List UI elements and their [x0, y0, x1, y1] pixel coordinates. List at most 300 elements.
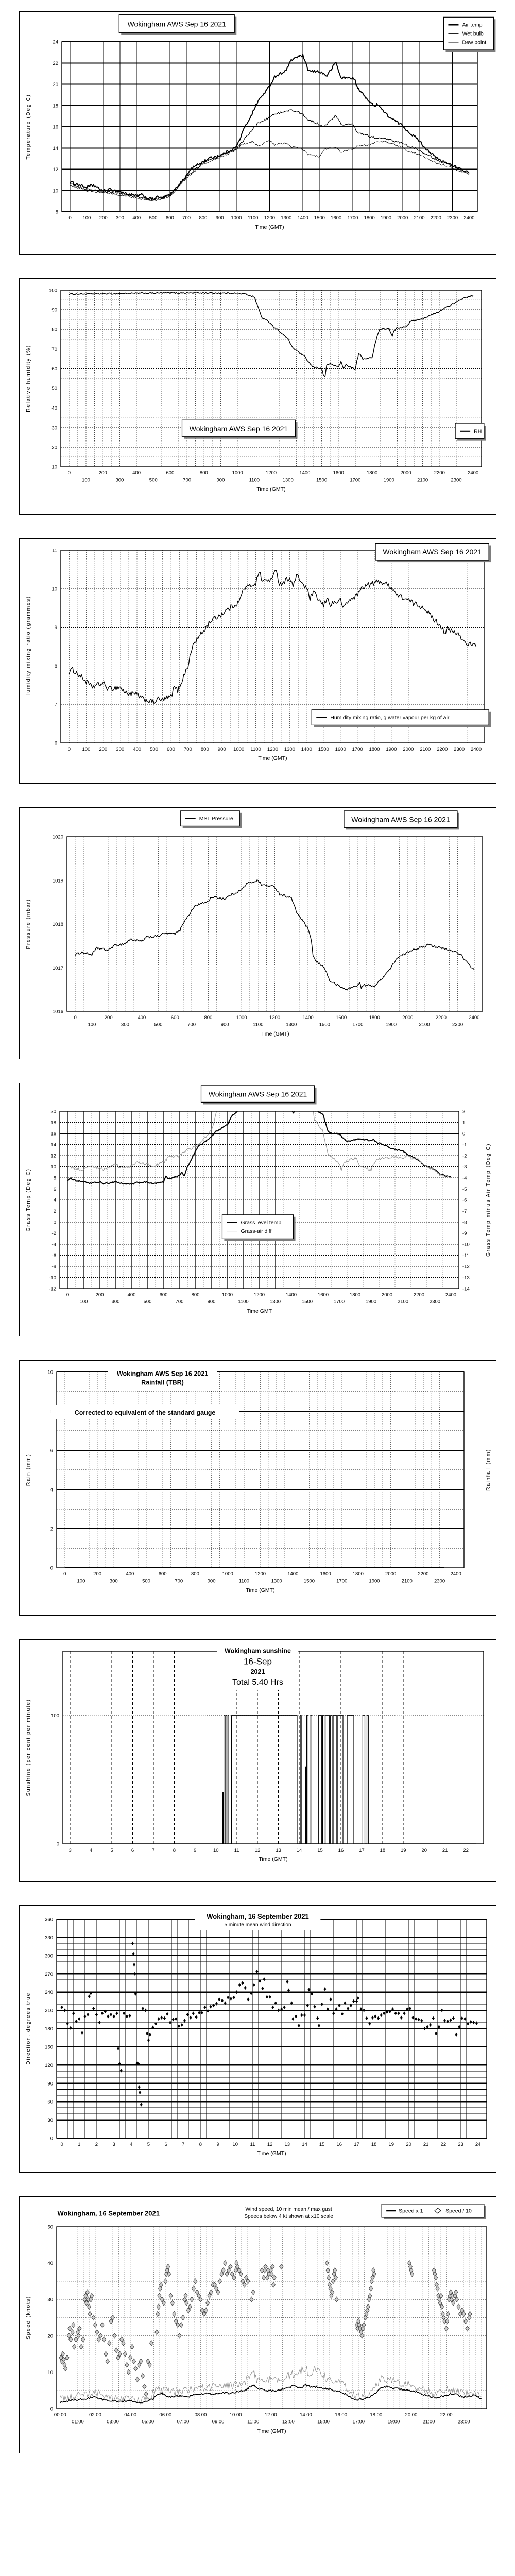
svg-text:3: 3: [68, 1848, 72, 1853]
svg-text:600: 600: [167, 747, 175, 752]
svg-text:1900: 1900: [383, 477, 394, 483]
svg-text:7: 7: [54, 702, 57, 708]
svg-text:5 minute mean wind direction: 5 minute mean wind direction: [224, 1922, 291, 1928]
svg-text:900: 900: [207, 1299, 216, 1305]
svg-text:1400: 1400: [301, 747, 312, 752]
svg-text:0: 0: [53, 1219, 56, 1226]
svg-text:1400: 1400: [285, 1292, 297, 1298]
svg-text:1200: 1200: [254, 1571, 266, 1577]
svg-text:1300: 1300: [286, 1022, 297, 1028]
svg-text:Speed / 10: Speed / 10: [445, 2208, 472, 2214]
svg-text:600: 600: [165, 215, 174, 221]
svg-text:9: 9: [194, 1848, 197, 1853]
svg-text:Wokingham AWS Sep 16 2021: Wokingham AWS Sep 16 2021: [208, 1090, 307, 1098]
svg-text:2300: 2300: [447, 215, 458, 221]
svg-text:700: 700: [187, 1022, 196, 1028]
svg-text:9: 9: [216, 2142, 219, 2147]
svg-text:1800: 1800: [369, 1015, 380, 1021]
svg-text:-10: -10: [462, 1242, 470, 1248]
svg-text:0: 0: [74, 1015, 77, 1021]
svg-text:300: 300: [45, 1953, 53, 1959]
svg-text:2100: 2100: [397, 1299, 409, 1305]
svg-text:1600: 1600: [317, 1292, 329, 1298]
svg-text:900: 900: [207, 1578, 216, 1584]
svg-text:MSL Pressure: MSL Pressure: [199, 816, 233, 822]
svg-text:1300: 1300: [269, 1299, 281, 1305]
svg-text:0: 0: [67, 470, 71, 476]
svg-text:2: 2: [53, 1209, 56, 1214]
svg-text:2300: 2300: [451, 477, 462, 483]
svg-text:9: 9: [54, 625, 57, 631]
svg-text:Time (GMT): Time (GMT): [246, 1587, 275, 1594]
svg-text:300: 300: [121, 1022, 129, 1028]
svg-text:1800: 1800: [349, 1292, 361, 1298]
svg-text:21:00: 21:00: [422, 2419, 435, 2425]
svg-text:600: 600: [158, 1571, 167, 1577]
svg-text:6: 6: [50, 1448, 53, 1454]
svg-text:19:00: 19:00: [387, 2419, 400, 2425]
svg-text:1020: 1020: [52, 834, 63, 840]
svg-text:1: 1: [78, 2142, 81, 2147]
svg-text:1100: 1100: [238, 1578, 250, 1584]
svg-text:600: 600: [159, 1292, 168, 1298]
svg-text:1100: 1100: [250, 747, 261, 752]
svg-text:2400: 2400: [445, 1292, 457, 1298]
svg-text:14: 14: [50, 1142, 56, 1148]
svg-text:500: 500: [149, 477, 158, 483]
svg-text:1018: 1018: [52, 922, 63, 927]
svg-text:1600: 1600: [335, 747, 346, 752]
svg-text:-1: -1: [462, 1142, 467, 1148]
svg-text:11: 11: [52, 548, 57, 554]
svg-text:-6: -6: [52, 1253, 56, 1259]
svg-text:2200: 2200: [430, 215, 441, 221]
svg-text:700: 700: [175, 1578, 183, 1584]
svg-text:1900: 1900: [385, 1022, 397, 1028]
svg-text:1000: 1000: [231, 215, 242, 221]
svg-text:50: 50: [52, 386, 57, 392]
svg-text:800: 800: [191, 1292, 200, 1298]
wind-speed-svg: [20, 2197, 496, 2453]
svg-text:20: 20: [47, 2333, 53, 2340]
svg-text:800: 800: [191, 1571, 199, 1577]
svg-text:2000: 2000: [402, 1015, 414, 1021]
svg-text:Temperature (Deg C): Temperature (Deg C): [25, 94, 31, 160]
svg-text:00:00: 00:00: [54, 2412, 66, 2418]
relative-humidity-svg: [20, 279, 496, 514]
svg-text:2000: 2000: [403, 747, 414, 752]
svg-text:19: 19: [388, 2142, 394, 2147]
svg-text:23:00: 23:00: [457, 2419, 470, 2425]
svg-text:2100: 2100: [419, 1022, 430, 1028]
svg-text:Wokingham AWS Sep 16 2021: Wokingham AWS Sep 16 2021: [127, 20, 226, 28]
svg-text:Time (GMT): Time (GMT): [257, 2150, 286, 2157]
svg-text:6: 6: [131, 1848, 134, 1853]
svg-text:Air temp: Air temp: [462, 22, 483, 28]
svg-text:1200: 1200: [265, 470, 277, 476]
svg-text:10: 10: [53, 188, 58, 194]
svg-text:2100: 2100: [401, 1578, 413, 1584]
svg-text:0: 0: [66, 1292, 70, 1298]
svg-text:1900: 1900: [386, 747, 397, 752]
svg-text:1: 1: [462, 1120, 466, 1126]
svg-text:Time (GMT): Time (GMT): [256, 486, 286, 493]
wind-speed-chart-panel: [19, 2196, 496, 2453]
svg-text:1500: 1500: [316, 477, 328, 483]
svg-text:14: 14: [53, 145, 58, 151]
svg-text:1100: 1100: [253, 1022, 264, 1028]
svg-text:700: 700: [182, 215, 191, 221]
svg-text:18: 18: [371, 2142, 377, 2147]
svg-text:2300: 2300: [429, 1299, 441, 1305]
svg-text:17: 17: [354, 2142, 359, 2147]
svg-text:1017: 1017: [52, 965, 63, 971]
svg-text:1000: 1000: [222, 1571, 233, 1577]
svg-text:-13: -13: [462, 1275, 470, 1281]
svg-text:Direction, degrees true: Direction, degrees true: [25, 1992, 31, 2065]
svg-text:1400: 1400: [302, 1015, 314, 1021]
svg-text:400: 400: [133, 747, 142, 752]
msl-pressure-chart-panel: [19, 807, 496, 1059]
svg-text:6: 6: [54, 740, 57, 747]
svg-text:1700: 1700: [347, 215, 358, 221]
svg-text:1200: 1200: [253, 1292, 265, 1298]
svg-text:Grass-air diff: Grass-air diff: [241, 1228, 272, 1235]
svg-text:100: 100: [82, 215, 91, 221]
svg-text:15: 15: [319, 2142, 325, 2147]
svg-text:800: 800: [200, 747, 209, 752]
svg-text:14: 14: [302, 2142, 307, 2147]
svg-text:18: 18: [50, 1120, 56, 1126]
svg-text:1300: 1300: [281, 215, 292, 221]
svg-text:22: 22: [53, 60, 58, 66]
svg-text:2: 2: [462, 1109, 466, 1115]
svg-text:19: 19: [400, 1848, 406, 1853]
svg-text:Sunshine (per cent per minute): Sunshine (per cent per minute): [25, 1699, 31, 1797]
svg-text:2100: 2100: [417, 477, 428, 483]
svg-text:1019: 1019: [52, 878, 63, 884]
svg-text:1000: 1000: [221, 1292, 233, 1298]
svg-text:700: 700: [175, 1299, 184, 1305]
svg-text:800: 800: [199, 215, 208, 221]
svg-text:15:00: 15:00: [317, 2419, 330, 2425]
svg-text:10: 10: [52, 464, 57, 470]
svg-text:15: 15: [317, 1848, 323, 1853]
svg-text:1600: 1600: [331, 215, 342, 221]
svg-text:-14: -14: [462, 1286, 470, 1292]
svg-text:1800: 1800: [364, 215, 375, 221]
svg-text:2200: 2200: [434, 470, 445, 476]
svg-text:1400: 1400: [287, 1571, 299, 1577]
svg-text:10: 10: [232, 2142, 238, 2147]
svg-text:10: 10: [213, 1848, 219, 1853]
svg-text:70: 70: [52, 346, 57, 352]
svg-text:16:00: 16:00: [335, 2412, 348, 2418]
svg-text:270: 270: [45, 1971, 53, 1977]
wind-direction-chart-panel: [19, 1905, 496, 2173]
svg-text:Humidity mixing ratio (grammes: Humidity mixing ratio (grammes): [25, 596, 31, 698]
svg-text:2400: 2400: [450, 1571, 461, 1577]
svg-text:60: 60: [52, 366, 57, 372]
svg-text:-2: -2: [462, 1153, 467, 1159]
svg-text:1300: 1300: [271, 1578, 282, 1584]
svg-text:1600: 1600: [336, 1015, 347, 1021]
svg-text:10: 10: [50, 1164, 56, 1170]
svg-text:1100: 1100: [248, 215, 259, 221]
svg-text:150: 150: [45, 2044, 53, 2050]
svg-text:-5: -5: [462, 1187, 467, 1192]
svg-text:2400: 2400: [470, 747, 482, 752]
svg-text:10: 10: [52, 586, 57, 592]
svg-text:24: 24: [53, 39, 58, 45]
svg-text:04:00: 04:00: [124, 2412, 137, 2418]
svg-text:0: 0: [63, 1571, 66, 1577]
svg-text:Relative humidity (%): Relative humidity (%): [25, 345, 31, 412]
svg-text:1000: 1000: [233, 747, 245, 752]
svg-text:2300: 2300: [454, 747, 465, 752]
svg-text:2200: 2200: [437, 747, 448, 752]
svg-text:4: 4: [89, 1848, 93, 1853]
svg-text:300: 300: [116, 747, 125, 752]
svg-text:2000: 2000: [385, 1571, 397, 1577]
svg-text:16-Sep: 16-Sep: [244, 1656, 272, 1667]
svg-text:10:00: 10:00: [229, 2412, 242, 2418]
svg-text:18:00: 18:00: [370, 2412, 383, 2418]
humidity-mixing-ratio-svg: [20, 539, 496, 783]
svg-text:6: 6: [53, 1187, 56, 1192]
svg-text:5: 5: [110, 1848, 113, 1853]
svg-text:13: 13: [276, 1848, 281, 1853]
svg-text:-7: -7: [462, 1209, 467, 1214]
svg-text:01:00: 01:00: [72, 2419, 84, 2425]
svg-text:1900: 1900: [369, 1578, 380, 1584]
svg-text:Wokingham, 16 September 2021: Wokingham, 16 September 2021: [207, 1912, 309, 1921]
svg-text:17:00: 17:00: [352, 2419, 365, 2425]
svg-text:200: 200: [93, 1571, 102, 1577]
svg-text:300: 300: [109, 1578, 118, 1584]
svg-text:1700: 1700: [350, 477, 361, 483]
svg-text:0: 0: [462, 1131, 466, 1137]
svg-text:22: 22: [440, 2142, 447, 2147]
svg-text:20:00: 20:00: [405, 2412, 418, 2418]
svg-text:10: 10: [47, 1369, 53, 1376]
svg-text:30: 30: [52, 425, 57, 431]
svg-text:100: 100: [82, 477, 90, 483]
svg-text:21: 21: [442, 1848, 448, 1853]
svg-text:30: 30: [47, 2117, 53, 2124]
svg-text:21: 21: [423, 2142, 429, 2147]
sunshine-chart-panel: [19, 1639, 496, 1882]
svg-text:1500: 1500: [318, 747, 329, 752]
svg-text:8: 8: [173, 1848, 176, 1853]
svg-text:1400: 1400: [299, 470, 311, 476]
svg-text:30: 30: [47, 2297, 53, 2303]
svg-text:500: 500: [142, 1578, 150, 1584]
svg-text:90: 90: [52, 307, 57, 313]
svg-text:200: 200: [98, 470, 107, 476]
svg-text:05:00: 05:00: [142, 2419, 154, 2425]
svg-text:Speed x 1: Speed x 1: [399, 2208, 423, 2214]
svg-text:2000: 2000: [397, 215, 408, 221]
svg-text:200: 200: [104, 1015, 113, 1021]
svg-text:180: 180: [45, 2026, 53, 2032]
svg-text:200: 200: [95, 1292, 104, 1298]
svg-text:Time (GMT): Time (GMT): [255, 224, 284, 230]
svg-text:7: 7: [182, 2142, 185, 2147]
svg-text:20: 20: [406, 2142, 411, 2147]
svg-text:900: 900: [215, 215, 224, 221]
svg-text:12:00: 12:00: [264, 2412, 277, 2418]
svg-text:6: 6: [164, 2142, 167, 2147]
svg-text:24: 24: [475, 2142, 481, 2147]
svg-text:210: 210: [45, 2008, 53, 2014]
svg-text:1100: 1100: [249, 477, 260, 483]
svg-text:2: 2: [95, 2142, 98, 2147]
svg-text:12: 12: [267, 2142, 273, 2147]
svg-text:300: 300: [116, 215, 124, 221]
svg-text:Grass Temp minus Air Temp (Deg: Grass Temp minus Air Temp (Deg C): [485, 1143, 491, 1257]
svg-text:1100: 1100: [238, 1299, 249, 1305]
svg-text:900: 900: [220, 1022, 229, 1028]
svg-text:60: 60: [47, 2099, 53, 2105]
svg-text:-6: -6: [462, 1197, 467, 1204]
svg-text:1600: 1600: [320, 1571, 331, 1577]
svg-text:2300: 2300: [452, 1022, 464, 1028]
svg-text:03:00: 03:00: [107, 2419, 119, 2425]
svg-text:12: 12: [53, 167, 58, 173]
svg-text:1800: 1800: [352, 1571, 364, 1577]
rainfall-svg: [20, 1361, 496, 1615]
svg-text:Rainfall (mm): Rainfall (mm): [485, 1449, 491, 1491]
svg-text:300: 300: [111, 1299, 120, 1305]
svg-text:-4: -4: [462, 1175, 467, 1181]
svg-text:50: 50: [47, 2224, 53, 2230]
svg-text:Humidity mixing ratio, g water: Humidity mixing ratio, g water vapour per kg of air: [330, 715, 450, 721]
svg-text:90: 90: [47, 2081, 53, 2087]
svg-text:2000: 2000: [381, 1292, 393, 1298]
svg-text:1000: 1000: [232, 470, 243, 476]
svg-text:10: 10: [47, 2369, 53, 2376]
svg-text:8: 8: [55, 209, 58, 215]
svg-text:4: 4: [130, 2142, 133, 2147]
svg-text:600: 600: [166, 470, 175, 476]
svg-text:2200: 2200: [418, 1571, 429, 1577]
svg-text:2: 2: [50, 1526, 53, 1532]
svg-text:1700: 1700: [352, 747, 363, 752]
svg-text:-2: -2: [52, 1231, 56, 1236]
svg-text:Speeds below 4 kt shown at x10: Speeds below 4 kt shown at x10 scale: [244, 2213, 333, 2219]
svg-text:1300: 1300: [282, 477, 294, 483]
svg-text:2200: 2200: [435, 1015, 447, 1021]
svg-text:500: 500: [154, 1022, 163, 1028]
svg-text:13: 13: [284, 2142, 290, 2147]
svg-text:Total 5.40 Hrs: Total 5.40 Hrs: [232, 1678, 283, 1687]
svg-text:20: 20: [421, 1848, 427, 1853]
sunshine-svg: [20, 1640, 496, 1881]
humidity-mixing-ratio-chart-panel: [19, 538, 496, 784]
svg-text:100: 100: [79, 1299, 88, 1305]
svg-text:1600: 1600: [333, 470, 344, 476]
relative-humidity-chart-panel: [19, 278, 496, 515]
svg-text:0: 0: [67, 747, 71, 752]
svg-text:Dew point: Dew point: [462, 39, 487, 46]
svg-text:20: 20: [50, 1109, 56, 1115]
svg-text:16: 16: [50, 1131, 56, 1137]
svg-text:Wet bulb: Wet bulb: [462, 30, 484, 37]
svg-text:09:00: 09:00: [212, 2419, 225, 2425]
svg-text:1700: 1700: [352, 1022, 364, 1028]
svg-text:100: 100: [77, 1578, 85, 1584]
svg-text:120: 120: [45, 2062, 53, 2069]
svg-text:900: 900: [216, 477, 225, 483]
svg-text:Speed (knots): Speed (knots): [25, 2296, 31, 2340]
svg-text:-12: -12: [462, 1264, 470, 1270]
svg-text:600: 600: [170, 1015, 179, 1021]
svg-text:12: 12: [254, 1848, 261, 1853]
svg-text:1500: 1500: [319, 1022, 330, 1028]
svg-text:8: 8: [54, 663, 57, 669]
svg-text:1500: 1500: [303, 1578, 315, 1584]
svg-text:400: 400: [126, 1571, 134, 1577]
svg-text:2100: 2100: [414, 215, 425, 221]
svg-text:-4: -4: [52, 1242, 56, 1248]
svg-text:Rainfall (TBR): Rainfall (TBR): [141, 1379, 184, 1386]
svg-text:2400: 2400: [468, 470, 479, 476]
svg-text:0: 0: [68, 215, 72, 221]
svg-text:-3: -3: [462, 1164, 467, 1170]
svg-text:200: 200: [99, 747, 108, 752]
svg-text:Time (GMT): Time (GMT): [259, 1856, 288, 1862]
svg-text:Grass Temp (Deg C): Grass Temp (Deg C): [25, 1168, 31, 1232]
svg-text:2021: 2021: [250, 1668, 265, 1676]
svg-text:1900: 1900: [380, 215, 392, 221]
svg-text:Wokingham AWS Sep 16 2021: Wokingham AWS Sep 16 2021: [116, 1370, 209, 1378]
svg-text:800: 800: [204, 1015, 213, 1021]
svg-text:11: 11: [234, 1848, 239, 1853]
svg-text:-11: -11: [462, 1253, 470, 1259]
svg-text:0: 0: [50, 1565, 53, 1571]
svg-text:1500: 1500: [314, 215, 325, 221]
svg-text:Wokingham AWS Sep 16 2021: Wokingham AWS Sep 16 2021: [351, 815, 450, 824]
svg-text:1800: 1800: [369, 747, 380, 752]
svg-text:700: 700: [183, 747, 192, 752]
svg-text:-8: -8: [52, 1264, 56, 1270]
svg-text:0: 0: [60, 2142, 63, 2147]
svg-text:330: 330: [45, 1935, 53, 1941]
svg-text:Time (GMT): Time (GMT): [258, 755, 287, 761]
svg-text:5: 5: [147, 2142, 150, 2147]
svg-text:11: 11: [250, 2142, 255, 2147]
svg-text:700: 700: [183, 477, 192, 483]
svg-text:0: 0: [50, 2136, 53, 2142]
svg-text:100: 100: [49, 287, 57, 294]
svg-text:22:00: 22:00: [440, 2412, 453, 2418]
svg-text:80: 80: [52, 327, 57, 333]
svg-text:400: 400: [138, 1015, 146, 1021]
svg-text:300: 300: [115, 477, 124, 483]
svg-text:400: 400: [132, 215, 141, 221]
svg-text:06:00: 06:00: [159, 2412, 172, 2418]
svg-text:1700: 1700: [333, 1299, 345, 1305]
svg-text:1016: 1016: [52, 1009, 63, 1015]
svg-text:RH: RH: [474, 428, 482, 435]
svg-text:8: 8: [53, 1175, 56, 1181]
svg-text:11:00: 11:00: [247, 2419, 260, 2425]
svg-text:Wokingham, 16 September 2021: Wokingham, 16 September 2021: [57, 2209, 160, 2217]
svg-text:12: 12: [50, 1153, 56, 1159]
wind-direction-svg: [20, 1906, 496, 2172]
svg-text:17: 17: [359, 1848, 365, 1853]
